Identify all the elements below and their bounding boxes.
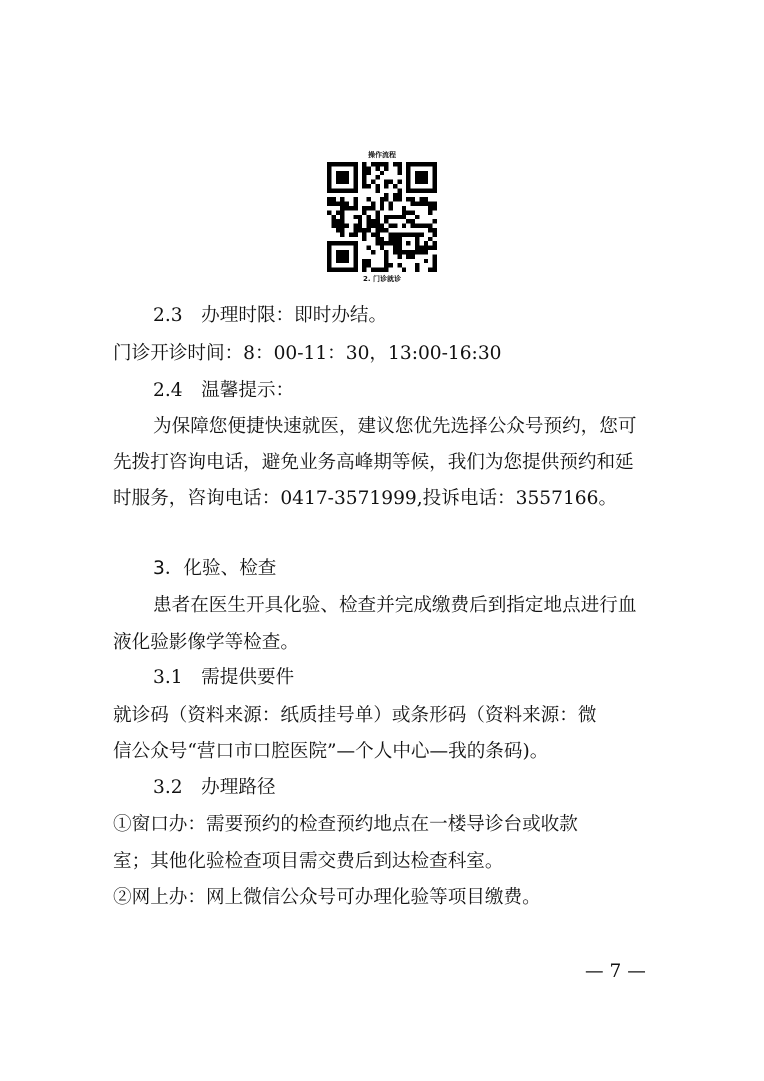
tip-line-3: 时服务，咨询电话：0417-3571999,投诉电话：3557166。 — [113, 488, 618, 509]
section-3-line-1: 患者在医生开具化验、检查并完成缴费后到指定地点进行血 — [153, 595, 637, 616]
tip-line-1: 为保障您便捷快速就医，建议您优先选择公众号预约，您可 — [153, 416, 637, 437]
qr-code-block — [322, 150, 442, 284]
section-3-line-2: 液化验影像学等检查。 — [113, 632, 299, 653]
qr-top-caption: 操作流程 — [368, 151, 396, 159]
qr-bottom-caption: 2. 门诊就诊 — [363, 275, 401, 283]
section-3-2-line-3: ②网上办：网上微信公众号可办理化验等项目缴费。 — [113, 887, 541, 908]
section-2-4-title: 2.4 温馨提示： — [153, 380, 295, 401]
section-3-1-line-2: 信公众号“营口市口腔医院”—个人中心—我的条码)。 — [113, 741, 549, 762]
section-3-1-title: 3.1 需提供要件 — [153, 667, 295, 688]
section-3-1-line-1: 就诊码（资料来源：纸质挂号单）或条形码（资料来源：微 — [113, 705, 597, 726]
qr-code-icon — [327, 162, 437, 272]
section-3-2-line-1: ①窗口办：需要预约的检查预约地点在一楼导诊台或收款 — [113, 814, 578, 835]
clinic-hours: 门诊开诊时间：8：00-11：30，13:00-16:30 — [113, 343, 502, 364]
tip-line-2: 先拨打咨询电话，避免业务高峰期等候，我们为您提供预约和延 — [113, 452, 634, 473]
section-3-2-line-2: 室；其他化验检查项目需交费后到达检查科室。 — [113, 851, 504, 872]
page-number: — 7 — — [585, 961, 646, 982]
section-2-3-title: 2.3 办理时限：即时办结。 — [153, 305, 388, 326]
section-3-2-title: 3.2 办理路径 — [153, 777, 276, 798]
section-3-title: 3．化验、检查 — [153, 558, 277, 579]
